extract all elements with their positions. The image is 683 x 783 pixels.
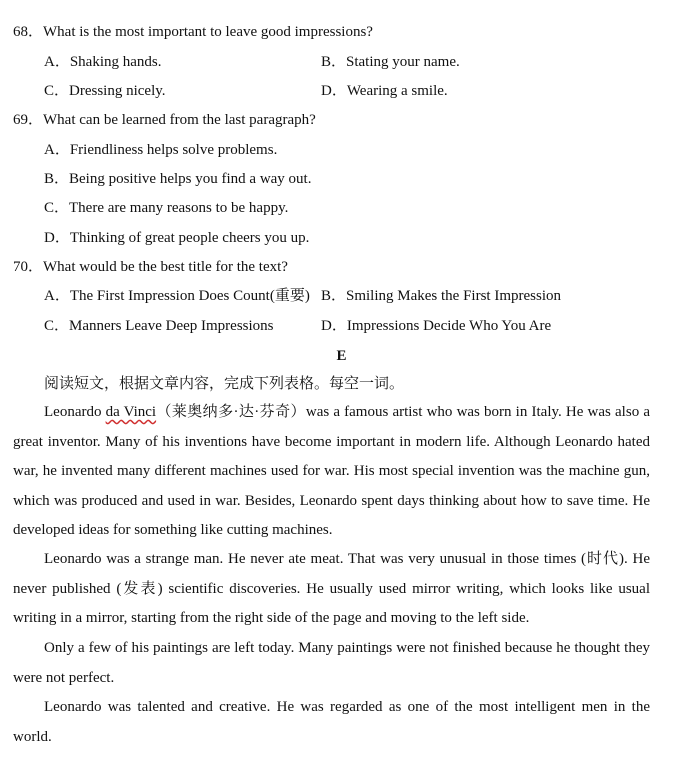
question-69-option-d[interactable]: D．Thinking of great people cheers you up.	[44, 230, 310, 246]
question-68-option-b[interactable]: B．Stating your name.	[321, 54, 460, 70]
question-number: 69．	[13, 112, 44, 128]
question-69-option-a[interactable]: A．Friendliness helps solve problems.	[44, 142, 278, 158]
question-number: 70．	[13, 259, 44, 275]
question-70-stem	[13, 258, 288, 276]
passage-paragraph-3: Only a few of his paintings are left today. Many paintings were not finished because he thought they were not perfect.	[13, 640, 650, 686]
question-text: What would be the best title for the text?	[43, 259, 288, 275]
spellcheck-underlined-name: da Vinci	[105, 404, 157, 420]
question-text: What can be learned from the last paragraph?	[43, 112, 316, 128]
passage-text: Leonardo	[44, 404, 106, 420]
question-70-option-d[interactable]: D．Impressions Decide Who You Are	[321, 318, 552, 334]
question-68-stem	[13, 23, 373, 41]
section-instruction: 阅读短文，根据文章内容，完成下列表格。每空一词。	[44, 376, 405, 392]
passage-paragraph-1	[13, 398, 650, 546]
question-text: What is the most important to leave good impressions?	[43, 24, 373, 40]
question-68-option-a[interactable]: A．Shaking hands.	[44, 54, 162, 70]
passage-paragraph-2: Leonardo was a strange man. He never ate meat. That was very unusual in those times (时代). He never published (发表) scientific discoveries. He usually used mirror writing, which looks like usual writing in a mirror, starting from the right side of the page and moving to the left side.	[13, 551, 650, 626]
question-69-option-c[interactable]: C．There are many reasons to be happy.	[44, 200, 289, 216]
question-68-option-c[interactable]: C．Dressing nicely.	[44, 83, 166, 99]
question-number: 68．	[13, 24, 44, 40]
question-69-stem	[13, 111, 316, 129]
question-70-option-a[interactable]: A．The First Impression Does Count(重要)	[44, 288, 310, 304]
question-70-option-b[interactable]: B．Smiling Makes the First Impression	[321, 288, 562, 304]
passage-paragraph-4: Leonardo was talented and creative. He was regarded as one of the most intelligent men in the world.	[13, 699, 650, 745]
section-title: E	[336, 348, 347, 364]
question-68-option-d[interactable]: D．Wearing a smile.	[321, 83, 448, 99]
question-70-option-c[interactable]: C．Manners Leave Deep Impressions	[44, 318, 274, 334]
passage-text: （莱奥纳多·达·芬奇）was a famous artist who was born in Italy. He was also a great inventor. Many of his inventions have become important in modern life. Although Leonardo hated war, he invented many different machines used for war. His most special invention was the machine gun, which was produced and used in war. Besides, Leonardo spent days thinking about how to save time. He developed ideas for something like cutting machines.	[13, 404, 650, 538]
question-69-option-b[interactable]: B．Being positive helps you find a way out.	[44, 171, 312, 187]
